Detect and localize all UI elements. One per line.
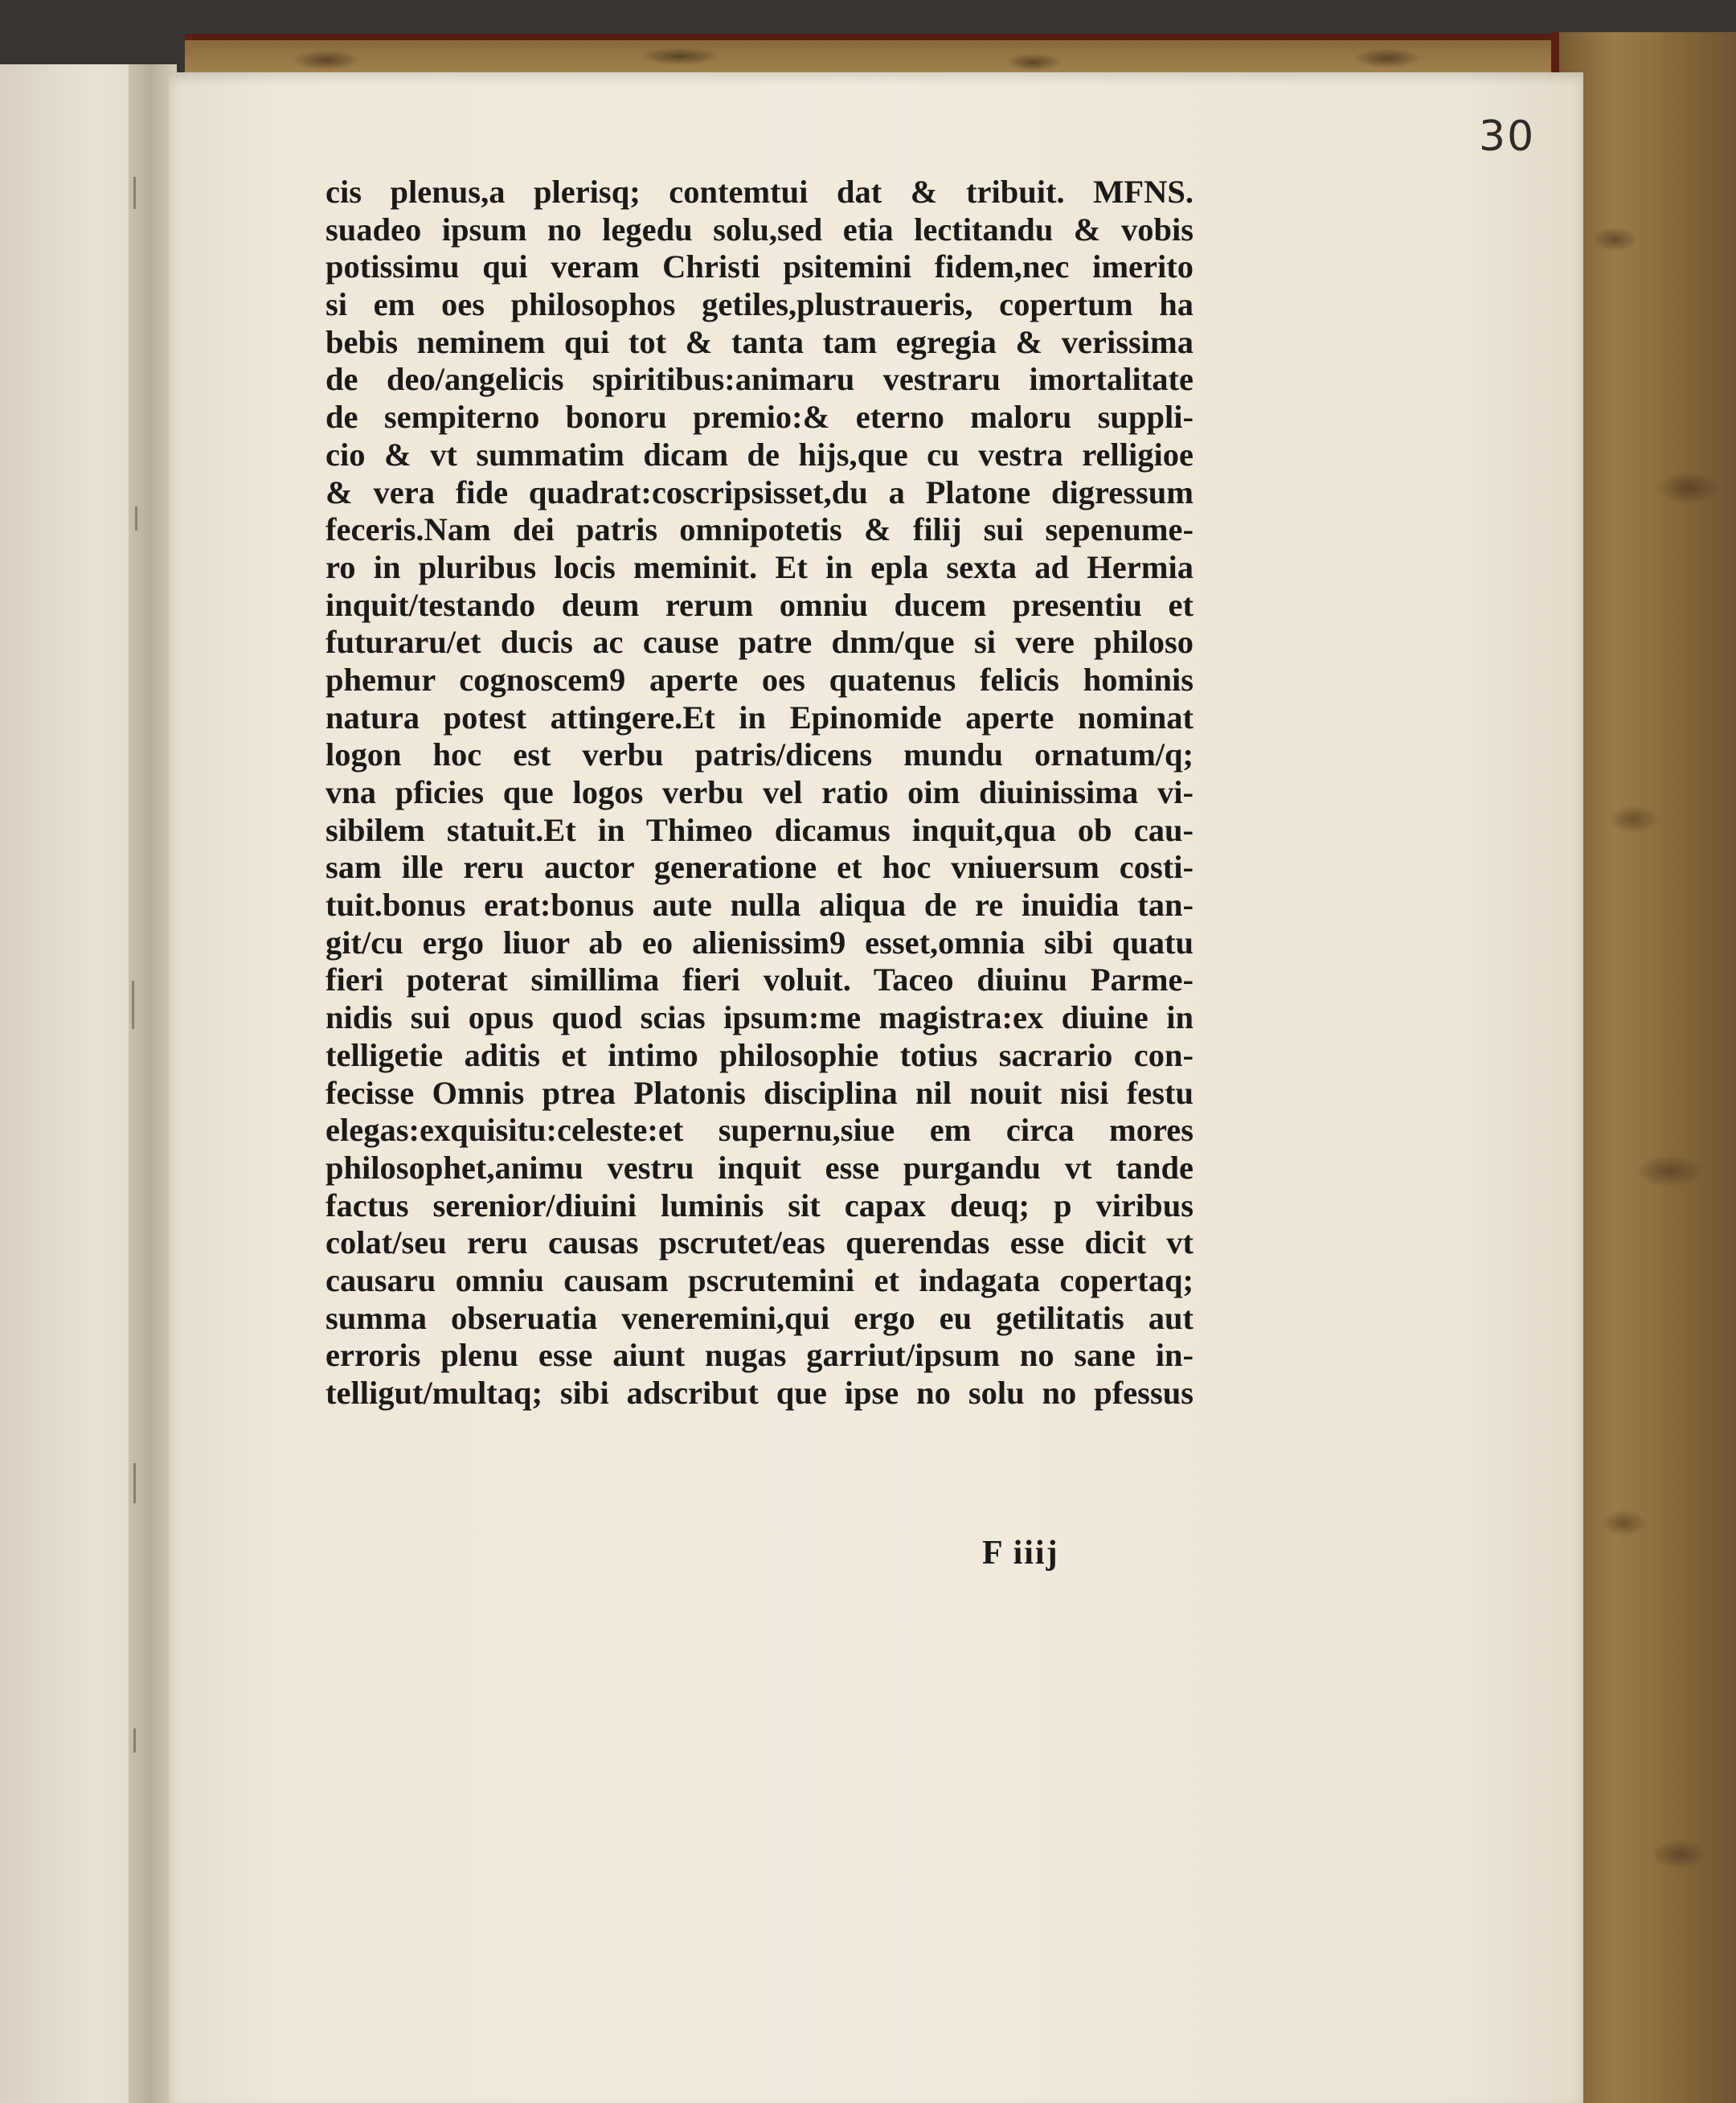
text-line: natura potest attingere.Et in Epinomide aperte nominat xyxy=(326,699,1194,736)
text-line: nidis sui opus quod scias ipsum:me magistra:ex diuine in xyxy=(326,999,1194,1036)
text-line: & vera fide quadrat:coscripsisset,du a Platone digressum xyxy=(326,473,1194,510)
text-line: fieri poterat simillima fieri voluit. Taceo diuinu Parme- xyxy=(326,961,1194,998)
text-line: fecisse Omnis ptrea Platonis disciplina nil nouit nisi festu xyxy=(326,1074,1194,1111)
left-page xyxy=(0,64,141,2103)
text-line: cis plenus,a plerisq; contemtui dat & tribuit. MFNS. xyxy=(326,174,1194,210)
signature-mark: F iiij xyxy=(982,1535,1059,1572)
text-line: bebis neminem qui tot & tanta tam egregia & verissima xyxy=(326,323,1194,360)
text-line: ro in pluribus locis meminit. Et in epla sexta ad Hermia xyxy=(326,548,1194,585)
binding-mark xyxy=(132,981,134,1029)
folio-number: 30 xyxy=(1479,113,1536,161)
text-line: erroris plenu esse aiunt nugas garriut/ipsum no sane in- xyxy=(326,1337,1194,1374)
text-line: logon hoc est verbu patris/dicens mundu ornatum/q; xyxy=(326,736,1194,773)
text-line: phemur cognoscem9 aperte oes quatenus felicis hominis xyxy=(326,661,1194,698)
text-line: git/cu ergo liuor ab eo alienissim9 esset,omnia sibi quatu xyxy=(326,924,1194,961)
text-line: de deo/angelicis spiritibus:animaru vestraru imortalitate xyxy=(326,361,1194,398)
binding-mark xyxy=(133,1463,136,1503)
text-line: sibilem statuit.Et in Thimeo dicamus inquit,qua ob cau- xyxy=(326,811,1194,848)
text-line: futuraru/et ducis ac cause patre dnm/que si vere philoso xyxy=(326,624,1194,661)
text-line: feceris.Nam dei patris omnipotetis & filij sui sepenume- xyxy=(326,511,1194,548)
binding-mark xyxy=(135,506,137,531)
text-block xyxy=(326,174,1194,1412)
text-line: telligut/multaq; sibi adscribut que ipse no solu no pfessus xyxy=(326,1375,1194,1411)
binding-mark xyxy=(133,1728,136,1752)
text-line: elegas:exquisitu:celeste:et supernu,siue em circa mores xyxy=(326,1112,1194,1149)
text-line: potissimu qui veram Christi psitemini fidem,nec imerito xyxy=(326,248,1194,285)
text-line: sam ille reru auctor generatione et hoc vniuersum costi- xyxy=(326,849,1194,886)
text-line: tuit.bonus erat:bonus aute nulla aliqua de re inuidia tan- xyxy=(326,887,1194,924)
text-line: philosophet,animu vestru inquit esse purgandu vt tande xyxy=(326,1149,1194,1186)
binding-mark xyxy=(133,177,136,209)
text-line: factus serenior/diuini luminis sit capax deuq; p viribus xyxy=(326,1187,1194,1224)
text-line: de sempiterno bonoru premio:& eterno maloru suppli- xyxy=(326,399,1194,436)
text-line: si em oes philosophos getiles,plustraueris, copertum ha xyxy=(326,286,1194,323)
text-line: colat/seu reru causas pscrutet/eas querendas esse dicit vt xyxy=(326,1224,1194,1261)
text-line: summa obseruatia veneremini,qui ergo eu getilitatis aut xyxy=(326,1299,1194,1336)
text-line: suadeo ipsum no legedu solu,sed etia lectitandu & vobis xyxy=(326,211,1194,248)
text-line: cio & vt summatim dicam de hijs,que cu vestra relligioe xyxy=(326,436,1194,473)
text-line: telligetie aditis et intimo philosophie totius sacrario con- xyxy=(326,1036,1194,1073)
text-line: vna pficies que logos verbu vel ratio oim diuinissima vi- xyxy=(326,774,1194,810)
text-line: causaru omniu causam pscrutemini et indagata copertaq; xyxy=(326,1261,1194,1298)
text-line: inquit/testando deum rerum omniu ducem presentiu et xyxy=(326,586,1194,623)
